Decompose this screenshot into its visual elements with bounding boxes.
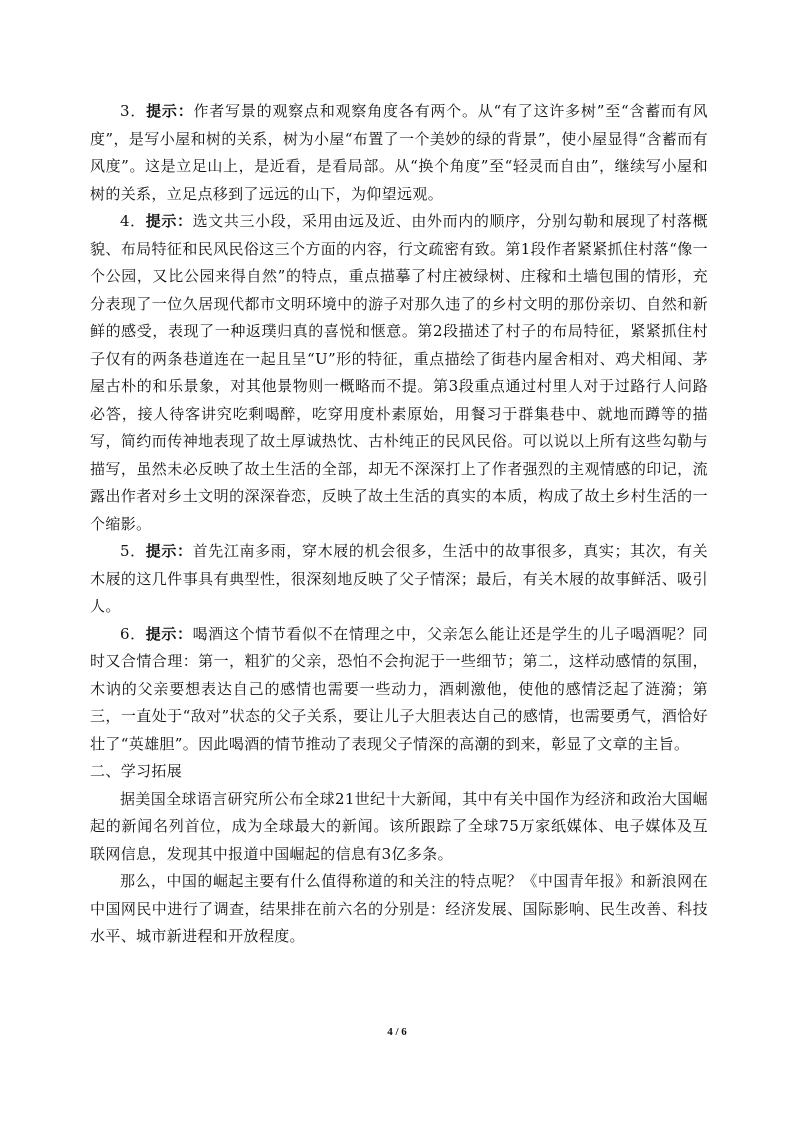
answer-item-3 [90,98,708,208]
hint-label: 提示： [146,102,194,120]
item-text: 喝酒这个情节看似不在情理之中，父亲怎么能让还是学生的儿子喝酒呢？同时又合情合理：第一，粗犷的父亲，恐怕不会拘泥于一些细节；第二，这样动感情的氛围，木讷的父亲要想表达自己的感情也需要一些动力，酒刺激他，使他的感情泛起了涟漪；第三，一直处于“敌对”状态的父子关系，要让儿子大胆表达自己的感情，也需要勇气，酒恰好壮了“英雄胆”。因此喝酒的情节推动了表现父子情深的高潮的到来，彰显了文章的主旨。 [90,624,708,753]
answer-item-6 [90,621,708,759]
extension-paragraph: 据美国全球语言研究所公布全球21世纪十大新闻，其中有关中国作为经济和政治大国崛起的新闻名列首位，成为全球最大的新闻。该所跟踪了全球75万家纸媒体、电子媒体及互联网信息，发现其中报道中国崛起的信息有3亿多条。 [90,789,708,863]
item-text: 作者写景的观察点和观察角度各有两个。从“有了这许多树”至“含蓄而有风度”，是写小屋和树的关系，树为小屋“布置了一个美妙的绿的背景”，使小屋显得“含蓄而有风度”。这是立足山上，是近看，是看局部。从“换个角度”至“轻灵而自由”，继续写小屋和树的关系，立足点移到了远远的山下，为仰望远观。 [90,102,708,203]
answer-item-4 [90,208,708,538]
item-number: 3． [120,102,147,120]
answer-item-5 [90,538,708,621]
document-body [90,98,708,951]
item-text: 首先江南多雨，穿木屐的机会很多，生活中的故事很多，真实；其次，有关木屐的这几件事具有典型性，很深刻地反映了父子情深；最后，有关木屐的故事鲜活、吸引人。 [90,542,708,615]
item-number: 5． [120,542,146,560]
item-number: 4． [120,212,146,230]
item-number: 6． [120,624,146,643]
section-heading: 二、学习拓展 [90,762,183,780]
hint-label: 提示： [145,212,193,230]
item-text: 选文共三小段，采用由远及近、由外而内的顺序，分别勾勒和展现了村落概貌、布局特征和民风民俗这三个方面的内容，行文疏密有致。第1段作者紧紧抓住村落“像一个公园，又比公园来得自然”的特点，重点描摹了村庄被绿树、庄稼和土墙包围的情形，充分表现了一位久居现代都市文明环境中的游子对那久违了的乡村文明的那份亲切、自然和新鲜的感受，表现了一种返璞归真的喜悦和惬意。第2段描述了村子的布局特征，紧紧抓住村子仅有的两条巷道连在一起且呈“U”形的特征，重点描绘了街巷内屋舍相对、鸡犬相闻、茅屋古朴的和乐景象，对其他景物则一概略而不提。第3段重点通过村里人对于过路行人问路必答，接人待客讲究吃剩喝醉，吃穿用度朴素原始，用餐习于群集巷中、就地而蹲等的描写，简约而传神地表现了故土厚诚热忱、古朴纯正的民风民俗。可以说以上所有这些勾勒与描写，虽然未必反映了故土生活的全部，却无不深深打上了作者强烈的主观情感的印记，流露出作者对乡土文明的深深眷恋，反映了故土生活的真实的本质，构成了故土乡村生活的一个缩影。 [90,212,708,533]
page-number: 4 / 6 [387,1026,407,1038]
hint-label: 提示： [145,624,193,643]
extension-paragraph: 那么，中国的崛起主要有什么值得称道的和关注的特点呢？《中国青年报》和新浪网在中国网民中进行了调查，结果排在前六名的分别是：经济发展、国际影响、民生改善、科技水平、城市新进程和开放程度。 [90,872,708,945]
hint-label: 提示： [145,542,193,560]
